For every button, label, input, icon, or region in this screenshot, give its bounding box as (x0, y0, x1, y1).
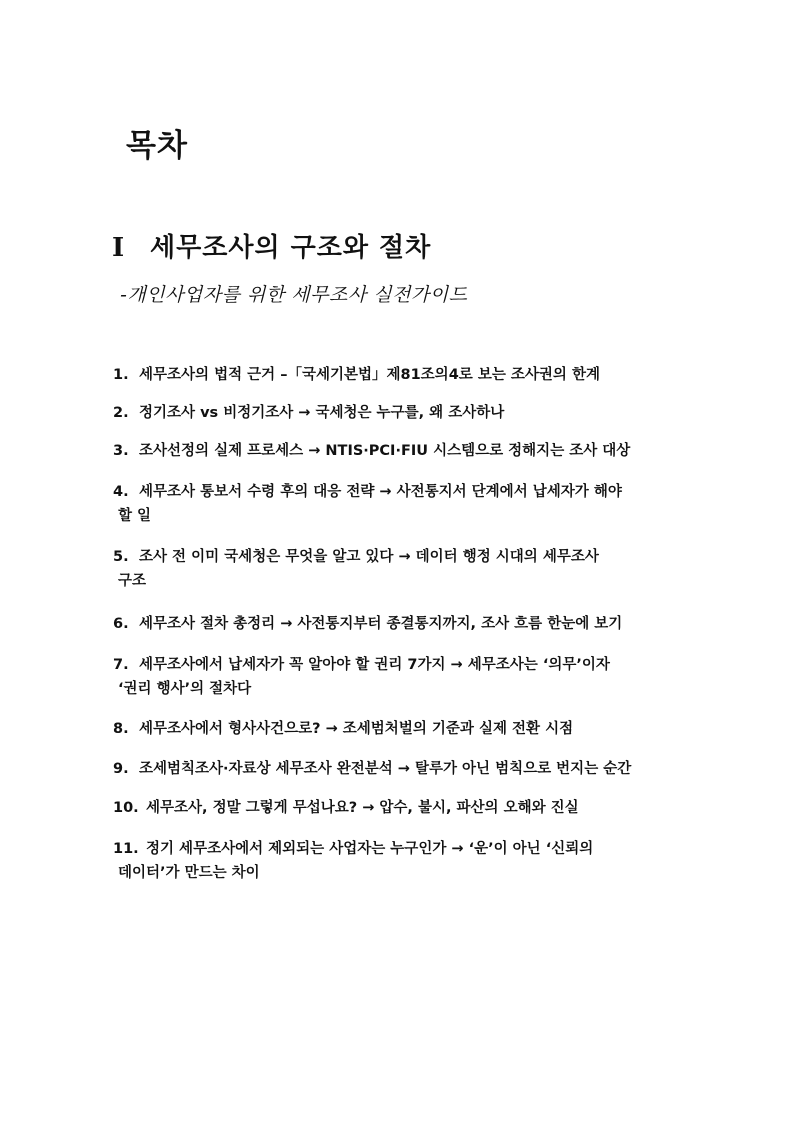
toc-title: 목차 (126, 128, 188, 164)
toc-item-text: 세무조사에서 납세자가 꼭 알아야 할 권리 7가지 → 세무조사는 ‘의무’이자 (139, 657, 610, 673)
chapter-number: I (112, 233, 126, 263)
toc-item-9[interactable] (113, 757, 631, 781)
toc-item-2[interactable] (113, 401, 504, 425)
chapter-subtitle: -개인사업자를 위한 세무조사 실전가이드 (120, 284, 468, 306)
toc-item-number: 11. (113, 841, 139, 857)
toc-item-text: 세무조사 절차 총정리 → 사전통지부터 종결통지까지, 조사 흐름 한눈에 보기 (139, 616, 623, 632)
toc-item-5[interactable] (113, 545, 599, 593)
toc-item-text: 세무조사에서 형사사건으로? → 조세범처벌의 기준과 실제 전환 시점 (139, 721, 574, 737)
toc-item-11[interactable] (113, 837, 593, 885)
toc-item-number: 1. (113, 367, 129, 383)
toc-item-number: 7. (113, 657, 129, 673)
toc-item-text: 세무조사, 정말 그렇게 무섭나요? → 압수, 불시, 파산의 오해와 진실 (146, 800, 579, 816)
chapter-title: 세무조사의 구조와 절차 (150, 233, 432, 263)
toc-item-number: 10. (113, 800, 139, 816)
toc-item-text: 조사 전 이미 국세청은 무엇을 알고 있다 → 데이터 행정 시대의 세무조사 (139, 549, 599, 565)
toc-item-text-continued: 구조 (118, 573, 147, 589)
toc-item-number: 6. (113, 616, 129, 632)
toc-item-number: 2. (113, 405, 129, 421)
toc-item-8[interactable] (113, 717, 573, 741)
toc-item-number: 8. (113, 721, 129, 737)
toc-item-number: 3. (113, 443, 129, 459)
toc-item-text: 세무조사의 법적 근거 –「국세기본법」제81조의4로 보는 조사권의 한계 (139, 367, 600, 383)
toc-item-text-continued: ‘권리 행사’의 절차다 (118, 681, 252, 697)
toc-item-number: 4. (113, 484, 129, 500)
toc-item-number: 9. (113, 761, 129, 777)
toc-item-text-continued: 할 일 (118, 508, 152, 524)
toc-item-6[interactable] (113, 612, 622, 636)
toc-item-3[interactable] (113, 439, 630, 463)
toc-item-text: 정기조사 vs 비정기조사 → 국세청은 누구를, 왜 조사하나 (139, 405, 505, 421)
chapter-heading (112, 228, 431, 268)
toc-item-text: 세무조사 통보서 수령 후의 대응 전략 → 사전통지서 단계에서 납세자가 해야 (139, 484, 622, 500)
toc-item-1[interactable] (113, 363, 600, 387)
toc-item-text-continued: 데이터’가 만드는 차이 (118, 865, 260, 881)
toc-item-number: 5. (113, 549, 129, 565)
toc-item-7[interactable] (113, 653, 610, 701)
toc-item-10[interactable] (113, 796, 579, 820)
toc-item-text: 조사선정의 실제 프로세스 → NTIS·PCI·FIU 시스템으로 정해지는 조사 대상 (139, 443, 631, 459)
toc-item-text: 정기 세무조사에서 제외되는 사업자는 누구인가 → ‘운’이 아닌 ‘신뢰의 (146, 841, 594, 857)
toc-item-text: 조세범칙조사·자료상 세무조사 완전분석 → 탈루가 아닌 범칙으로 번지는 순간 (139, 761, 632, 777)
toc-item-4[interactable] (113, 480, 622, 528)
